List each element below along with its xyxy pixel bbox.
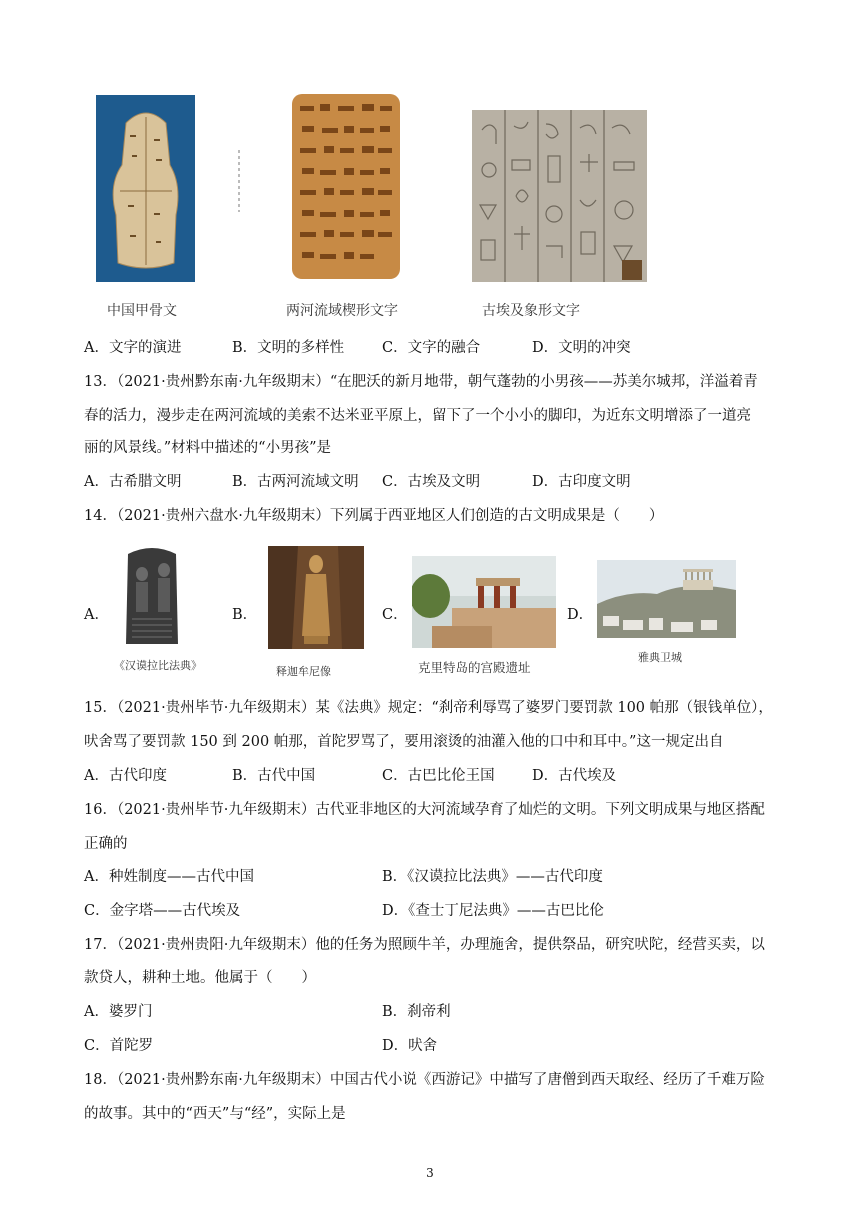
q13-option-a: A．古希腊文明 [84, 474, 182, 490]
q13-stem-line1: 13．（2021·贵州黔东南·九年级期末）“在肥沃的新月地带，朝气蓬勃的小男孩——苏美尔城邦，洋溢着青 [84, 374, 758, 390]
q16-option-a: A．种姓制度——古代中国 [84, 869, 254, 885]
q12-option-c: C．文字的融合 [382, 340, 481, 356]
caption-oracle-bone: 中国甲骨文 [107, 303, 177, 319]
q18-stem-line2: 的故事。其中的“西天”与“经”，实际上是 [84, 1106, 346, 1122]
q16-option-b: B．《汉谟拉比法典》——古代印度 [382, 869, 603, 885]
cuneiform-tablet-image [286, 90, 406, 283]
caption-cuneiform: 两河流域楔形文字 [286, 303, 398, 319]
q15-option-b: B．古代中国 [232, 768, 316, 784]
q17-option-a: A．婆罗门 [84, 1004, 153, 1020]
q17-option-c: C．首陀罗 [84, 1038, 154, 1054]
q12-option-d: D．文明的冲突 [532, 340, 631, 356]
oracle-bone-image [96, 95, 195, 282]
q13-stem-line2: 春的活力，漫步走在两河流域的美索不达米亚平原上，留下了一个小小的脚印，为近东文明增添了一道亮 [84, 408, 751, 424]
q13-option-c: C．古埃及文明 [382, 474, 481, 490]
q13-stem-line3: 丽的风景线。”材料中描述的“小男孩”是 [84, 440, 331, 456]
q15-stem-line2: 吠舍骂了要罚款 150 到 200 帕那，首陀罗骂了，要用滚烫的油灌入他的口中和耳中。”这一规定出自 [84, 734, 724, 750]
q15-option-d: D．古代埃及 [532, 768, 617, 784]
q16-stem-line1: 16．（2021·贵州毕节·九年级期末）古代亚非地区的大河流域孕育了灿烂的文明。下列文明成果与地区搭配 [84, 802, 765, 818]
acropolis-image [597, 560, 736, 638]
q18-stem-line1: 18．（2021·贵州黔东南·九年级期末）中国古代小说《西游记》中描写了唐僧到西天取经、经历了千难万险 [84, 1072, 765, 1088]
knossos-palace-image [412, 556, 556, 648]
q14-option-c-label: C． [382, 607, 408, 623]
q16-stem-line2: 正确的 [84, 836, 128, 852]
buddha-statue-image [268, 546, 364, 649]
q15-stem-line1: 15．（2021·贵州毕节·九年级期末）某《法典》规定：“刹帝利辱骂了婆罗门要罚款 100 帕那（银钱单位）， [84, 700, 773, 716]
q14-caption-d: 雅典卫城 [638, 651, 682, 664]
hammurabi-stele-image [118, 544, 186, 646]
q12-option-b: B．文明的多样性 [232, 340, 345, 356]
q16-option-c: C．金字塔——古代埃及 [84, 903, 241, 919]
q15-option-c: C．古巴比伦王国 [382, 768, 495, 784]
q14-caption-a: 《汉谟拉比法典》 [114, 659, 202, 672]
decorative-text-strip [238, 150, 240, 212]
page-number: 3 [426, 1166, 434, 1180]
q14-caption-b: 释迦牟尼像 [276, 665, 331, 678]
q16-option-d: D．《查士丁尼法典》——古巴比伦 [382, 903, 604, 919]
q15-option-a: A．古代印度 [84, 768, 167, 784]
q14-option-b-label: B． [232, 607, 258, 623]
q13-option-b: B．古两河流域文明 [232, 474, 359, 490]
q14-caption-c: 克里特岛的宫殿遗址 [418, 660, 531, 675]
q17-option-b: B．刹帝利 [382, 1004, 451, 1020]
q14-option-d-label: D． [567, 607, 594, 623]
hieroglyph-image [472, 110, 647, 282]
q14-option-a-label: A． [84, 607, 109, 623]
q17-stem-line2: 款贷人，耕种土地。他属于（ ） [84, 970, 316, 986]
q13-option-d: D．古印度文明 [532, 474, 631, 490]
q17-option-d: D．吠舍 [382, 1038, 438, 1054]
q14-stem-line1: 14．（2021·贵州六盘水·九年级期末）下列属于西亚地区人们创造的古文明成果是（ ） [84, 508, 664, 524]
caption-hieroglyph: 古埃及象形文字 [482, 303, 580, 319]
q12-option-a: A．文字的演进 [84, 340, 182, 356]
q17-stem-line1: 17．（2021·贵州贵阳·九年级期末）他的任务为照顾牛羊，办理施舍，提供祭品，研究吠陀，经营买卖，以 [84, 937, 765, 953]
